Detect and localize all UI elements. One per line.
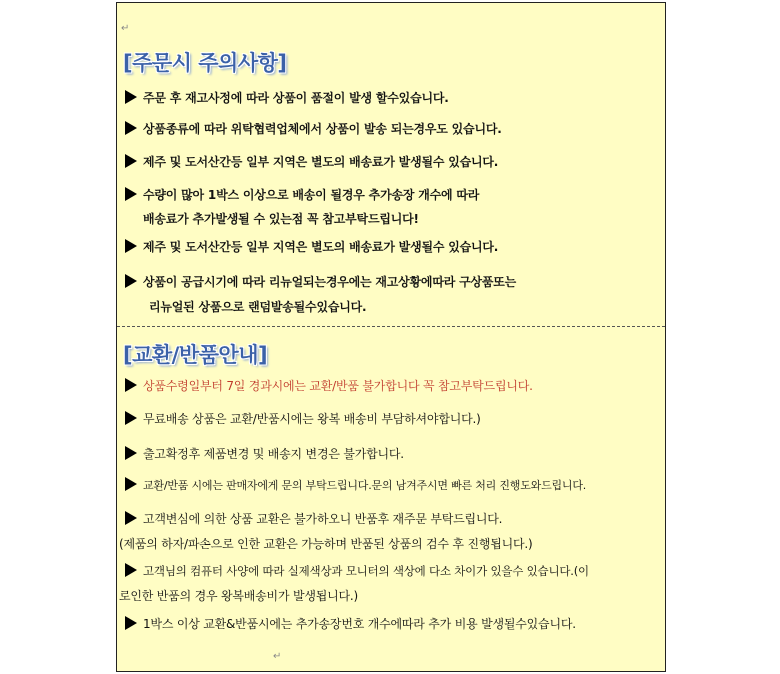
arrow-icon: [125, 121, 137, 135]
paragraph-mark: ↵: [273, 651, 282, 662]
exchange-item-1: 상품수령일부터 7일 경과시에는 교환/반품 불가합니다 꼭 참고부탁드립니다.: [125, 377, 533, 394]
section-divider: [117, 326, 665, 327]
order-item-2: 상품종류에 따라 위탁협력업체에서 상품이 발송 되는경우도 있습니다.: [125, 120, 502, 137]
exchange-item-6-continued: 로인한 반품의 경우 왕복배송비가 발생됩니다.): [119, 589, 359, 603]
arrow-icon: [125, 511, 137, 525]
arrow-icon: [125, 239, 137, 253]
arrow-icon: [125, 616, 137, 630]
arrow-icon: [125, 90, 137, 104]
exchange-item-5: 고객변심에 의한 상품 교환은 불가하오니 반품후 재주문 부탁드립니다.: [125, 510, 502, 527]
order-item-5: 제주 및 도서산간등 일부 지역은 별도의 배송료가 발생될수 있습니다.: [125, 238, 498, 255]
arrow-icon: [125, 378, 137, 392]
arrow-icon: [125, 411, 137, 425]
arrow-icon: [125, 446, 137, 460]
arrow-icon: [125, 187, 137, 201]
document-page: [116, 2, 666, 672]
exchange-item-6: 고객님의 컴퓨터 사양에 따라 실제색상과 모니터의 색상에 다소 차이가 있을수 있습니다.(이: [125, 563, 589, 579]
order-item-3: 제주 및 도서산간등 일부 지역은 별도의 배송료가 발생될수 있습니다.: [125, 153, 498, 170]
exchange-item-3: 출고확정후 제품변경 및 배송지 변경은 불가합니다.: [125, 445, 404, 462]
exchange-return-heading: [교환/반품안내]: [123, 343, 268, 367]
order-item-1: 주문 후 재고사정에 따라 상품이 품절이 발생 할수있습니다.: [125, 89, 449, 106]
order-notice-heading: [주문시 주의사항]: [123, 51, 287, 75]
exchange-item-2: 무료배송 상품은 교환/반품시에는 왕복 배송비 부담하셔야합니다.): [125, 410, 481, 427]
arrow-icon: [125, 563, 137, 577]
order-item-6-continued: 리뉴얼된 상품으로 랜덤발송될수있습니다.: [149, 300, 367, 314]
arrow-icon: [125, 154, 137, 168]
exchange-item-7: 1박스 이상 교환&반품시에는 추가송장번호 개수에따라 추가 비용 발생될수있습니다.: [125, 615, 576, 632]
order-item-4-continued: 배송료가 추가발생될 수 있는점 꼭 참고부탁드립니다!: [143, 212, 419, 226]
arrow-icon: [125, 274, 137, 288]
arrow-icon: [125, 477, 137, 491]
paragraph-mark: ↵: [121, 23, 130, 34]
exchange-item-5-continued: (제품의 하자/파손으로 인한 교환은 가능하며 반품된 상품의 검수 후 진행됩니다.): [119, 537, 533, 551]
order-item-4: 수량이 많아 1박스 이상으로 배송이 될경우 추가송장 개수에 따라: [125, 186, 479, 203]
order-item-6: 상품이 공급시기에 따라 리뉴얼되는경우에는 재고상황에따라 구상품또는: [125, 273, 516, 290]
exchange-item-4: 교환/반품 시에는 판매자에게 문의 부탁드립니다.문의 남겨주시면 빠른 처리 진행도와드립니다.: [125, 477, 586, 493]
